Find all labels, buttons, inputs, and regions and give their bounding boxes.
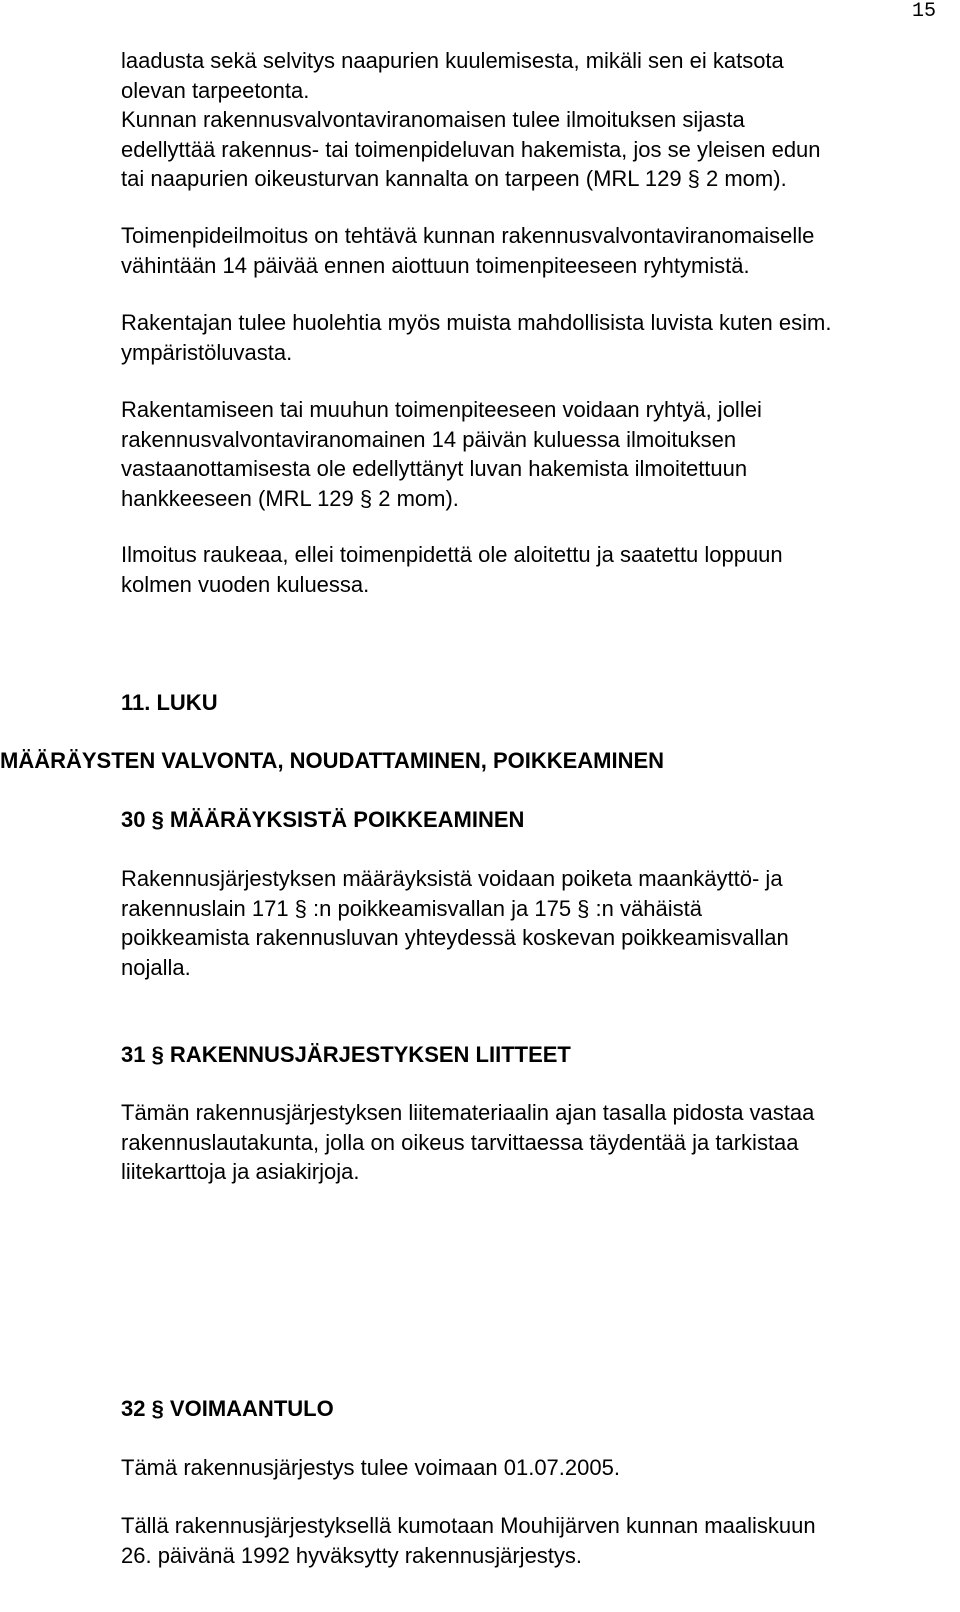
paragraph-start-conditions [121,395,762,513]
text-line: Toimenpideilmoitus on tehtävä kunnan rakennusvalvontaviranomaiselle [121,223,815,248]
section-32-heading: 32 § VOIMAANTULO [121,1396,334,1421]
paragraph-notification-conditions [121,46,821,194]
text-line: Tämän rakennusjärjestyksen liitemateriaalin ajan tasalla pidosta vastaa [121,1100,815,1125]
text-line: olevan tarpeetonta. [121,77,310,103]
text-line: edellyttää rakennus- tai toimenpideluvan hakemista, jos se yleisen edun [121,136,821,162]
paragraph-other-permits [121,308,831,367]
page-number: 15 [911,0,936,23]
text-line: rakennuslautakunta, jolla on oikeus tarvittaessa täydentää ja tarkistaa [121,1129,799,1155]
paragraph-notification-deadline [121,221,814,280]
text-line: tai naapurien oikeusturvan kannalta on tarpeen (MRL 129 § 2 mom). [121,166,787,191]
section-30-heading: 30 § MÄÄRÄYKSISTÄ POIKKEAMINEN [121,807,525,832]
text-line: Ilmoitus raukeaa, ellei toimenpidettä ole aloitettu ja saatettu loppuun [121,542,783,567]
text-line: kolmen vuoden kuluessa. [121,571,370,597]
text-line: hankkeeseen (MRL 129 § 2 mom). [121,485,459,511]
chapter-title: MÄÄRÄYSTEN VALVONTA, NOUDATTAMINEN, POIKKEAMINEN [0,748,665,773]
text-line: ympäristöluvasta. [121,339,293,365]
text-line: Rakentamiseen tai muuhun toimenpiteeseen voidaan ryhtyä, jollei [121,397,762,422]
text-line: Rakentajan tulee huolehtia myös muista mahdollisista luvista kuten esim. [121,310,832,335]
text-line: Tämä rakennusjärjestys tulee voimaan 01.07.2005. [121,1455,620,1480]
text-line: poikkeamista rakennusluvan yhteydessä koskevan poikkeamisvallan [121,925,789,950]
text-line: Rakennusjärjestyksen määräyksistä voidaan poiketa maankäyttö- ja [121,866,783,891]
chapter-number: 11. LUKU [121,690,218,715]
section-32-repeal [121,1511,816,1570]
text-line: vähintään 14 päivää ennen aiottuun toimenpiteeseen ryhtymistä. [121,252,750,278]
section-31-body [121,1098,814,1187]
section-32-effective-date [121,1453,620,1483]
text-line: rakennuslain 171 § :n poikkeamisvallan ja 175 § :n vähäistä [121,895,702,921]
section-30-body [121,864,789,982]
text-line: 26. päivänä 1992 hyväksytty rakennusjärjestys. [121,1542,583,1568]
text-line: laadusta sekä selvitys naapurien kuulemisesta, mikäli sen ei katsota [121,48,784,73]
text-line: Kunnan rakennusvalvontaviranomaisen tulee ilmoituksen sijasta [121,107,745,132]
text-line: liitekarttoja ja asiakirjoja. [121,1159,360,1184]
text-line: vastaanottamisesta ole edellyttänyt luvan hakemista ilmoitettuun [121,456,748,481]
section-31-heading: 31 § RAKENNUSJÄRJESTYKSEN LIITTEET [121,1042,571,1067]
text-line: nojalla. [121,954,191,980]
paragraph-notification-expiry [121,540,783,599]
text-line: Tällä rakennusjärjestyksellä kumotaan Mouhijärven kunnan maaliskuun [121,1513,816,1538]
text-line: rakennusvalvontaviranomainen 14 päivän kuluessa ilmoituksen [121,426,737,452]
